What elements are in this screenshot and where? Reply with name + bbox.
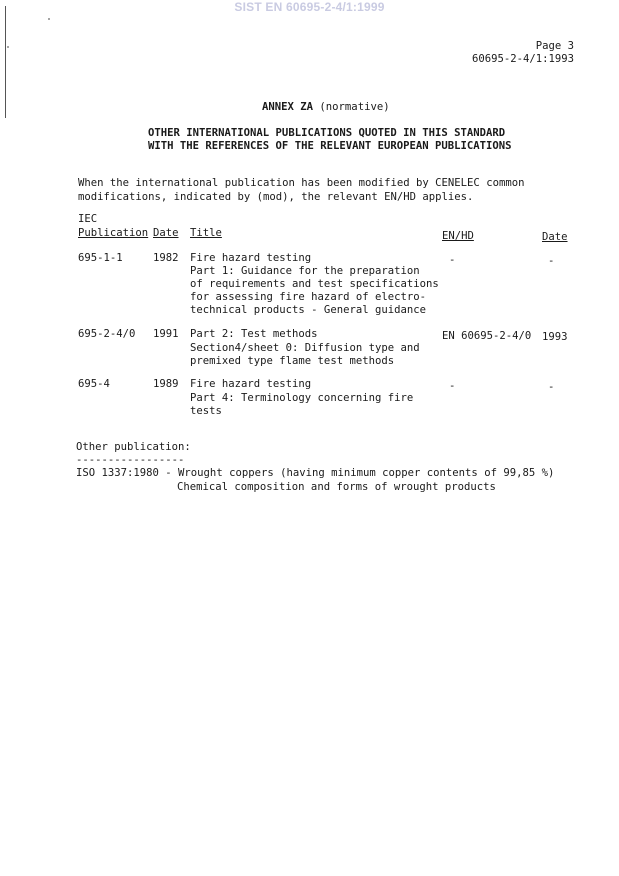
- row2-date2: 1993: [542, 331, 568, 343]
- row3-en-hd: -: [449, 380, 456, 392]
- row1-date: 1982: [153, 252, 179, 264]
- row2-title-line: Section4/sheet 0: Diffusion type and: [190, 342, 420, 354]
- other-publication-rule: -----------------: [76, 454, 185, 466]
- other-publication-entry-line1: ISO 1337:1980 - Wrought coppers (having minimum copper contents of 99,85 %): [76, 467, 555, 479]
- other-publication-heading: Other publication:: [76, 441, 191, 453]
- annex-heading-line1: OTHER INTERNATIONAL PUBLICATIONS QUOTED IN THIS STANDARD: [148, 127, 506, 139]
- row2-en-hd: EN 60695-2-4/0: [442, 330, 532, 342]
- header-date: Date: [153, 227, 179, 239]
- row3-title-line: Part 4: Terminology concerning fire: [190, 392, 414, 404]
- row3-date2: -: [548, 381, 555, 393]
- other-publication-entry-line2: Chemical composition and forms of wrought products: [177, 481, 496, 493]
- header-en-hd: EN/HD: [442, 230, 474, 242]
- row2-title-line: premixed type flame test methods: [190, 355, 395, 367]
- row2-title-line: Part 2: Test methods: [190, 328, 318, 340]
- scan-speck: [48, 18, 50, 20]
- row1-title-line: Part 1: Guidance for the preparation: [190, 265, 420, 277]
- header-title: Title: [190, 227, 222, 239]
- annex-title-line: [262, 101, 390, 114]
- annex-title: ANNEX ZA: [262, 101, 314, 113]
- row1-title-line: technical products - General guidance: [190, 304, 426, 316]
- document-number: 60695-2-4/1:1993: [471, 53, 574, 65]
- row3-date: 1989: [153, 378, 179, 390]
- annex-heading-line2: WITH THE REFERENCES OF THE RELEVANT EUROPEAN PUBLICATIONS: [148, 140, 512, 152]
- row1-title-line: Fire hazard testing: [190, 252, 312, 264]
- row1-date2: -: [548, 255, 555, 267]
- scan-margin-line: [5, 6, 6, 118]
- row1-title-line: of requirements and test specifications: [190, 278, 439, 290]
- row2-date: 1991: [153, 328, 179, 340]
- intro-line2: modifications, indicated by (mod), the relevant EN/HD applies.: [78, 191, 474, 203]
- row3-publication: 695-4: [78, 378, 110, 390]
- row1-publication: 695-1-1: [78, 252, 123, 264]
- scan-speck: [7, 46, 9, 48]
- row3-title-line: tests: [190, 405, 222, 417]
- annex-type: (normative): [319, 101, 390, 113]
- page-number: Page 3: [535, 40, 574, 52]
- header-iec: IEC: [78, 213, 98, 225]
- row3-title-line: Fire hazard testing: [190, 378, 312, 390]
- header-date2: Date: [542, 231, 568, 243]
- row1-title-line: for assessing fire hazard of electro-: [190, 291, 426, 303]
- watermark: SIST EN 60695-2-4/1:1999: [234, 0, 385, 14]
- intro-line1: When the international publication has been modified by CENELEC common: [78, 177, 525, 189]
- row2-publication: 695-2-4/0: [78, 328, 136, 340]
- row1-en-hd: -: [449, 254, 456, 266]
- header-publication: Publication: [78, 227, 149, 239]
